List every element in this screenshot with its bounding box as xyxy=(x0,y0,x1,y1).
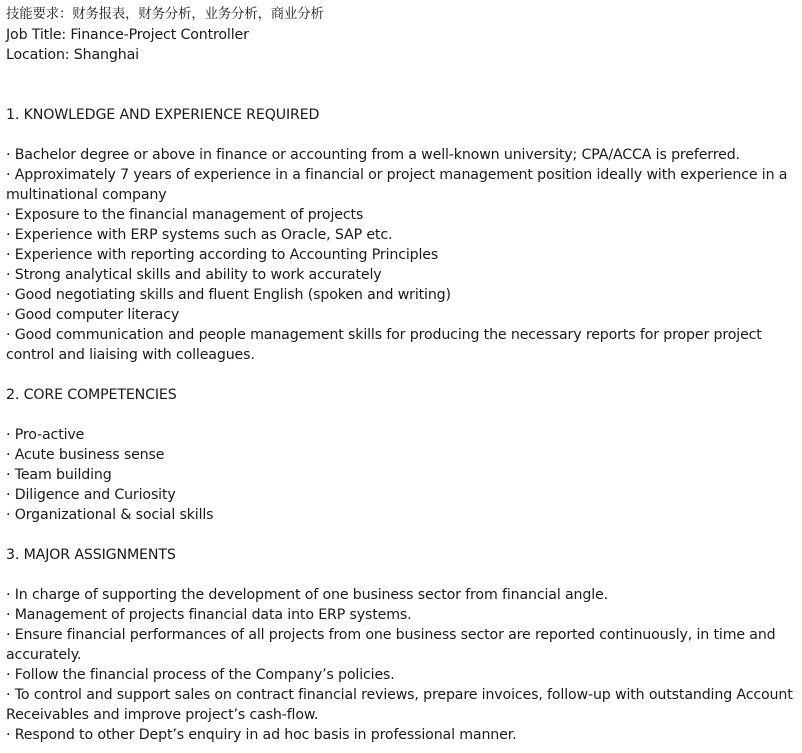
skills-requirement: 技能要求：财务报表，财务分析，业务分析，商业分析 xyxy=(6,7,324,22)
list-item: · Strong analytical skills and ability to work accurately xyxy=(6,267,382,283)
list-item: · Experience with ERP systems such as Oracle, SAP etc. xyxy=(6,227,393,243)
spacer xyxy=(6,405,798,425)
job-description-document xyxy=(6,5,798,745)
list-item: · Respond to other Dept’s enquiry in ad hoc basis in professional manner. xyxy=(6,727,517,743)
list-item: · Experience with reporting according to Accounting Principles xyxy=(6,247,439,263)
list-item: · Diligence and Curiosity xyxy=(6,487,176,503)
list-item: · In charge of supporting the development of one business sector from financial angle. xyxy=(6,587,608,603)
list-item: · Pro-active xyxy=(6,427,85,443)
spacer xyxy=(6,85,798,105)
assignments-list xyxy=(6,585,798,745)
section-heading-competencies: 2. CORE COMPETENCIES xyxy=(6,387,177,403)
list-item: · Follow the financial process of the Company’s policies. xyxy=(6,667,395,683)
spacer xyxy=(6,65,798,85)
list-item: · Good communication and people management skills for producing the necessary reports for proper project control and liaising with colleagues. xyxy=(6,327,762,363)
list-item: · Good negotiating skills and fluent English (spoken and writing) xyxy=(6,287,451,303)
spacer xyxy=(6,565,798,585)
section-heading-knowledge: 1. KNOWLEDGE AND EXPERIENCE REQUIRED xyxy=(6,107,320,123)
knowledge-list xyxy=(6,145,798,365)
list-item: · Organizational & social skills xyxy=(6,507,214,523)
list-item: · Good computer literacy xyxy=(6,307,180,323)
spacer xyxy=(6,365,798,385)
list-item: · Exposure to the financial management of projects xyxy=(6,207,364,223)
list-item: · To control and support sales on contract financial reviews, prepare invoices, follow-up with outstanding Account Receivables and improve project’s cash-flow. xyxy=(6,687,793,723)
job-title: Job Title: Finance-Project Controller xyxy=(6,27,249,43)
location: Location: Shanghai xyxy=(6,47,139,63)
section-heading-assignments: 3. MAJOR ASSIGNMENTS xyxy=(6,547,176,563)
competencies-list xyxy=(6,425,798,525)
spacer xyxy=(6,525,798,545)
list-item: · Approximately 7 years of experience in a financial or project management position ideally with experience in a multinational company xyxy=(6,167,788,203)
list-item: · Acute business sense xyxy=(6,447,165,463)
list-item: · Ensure financial performances of all projects from one business sector are reported continuously, in time and accurately. xyxy=(6,627,776,663)
list-item: · Bachelor degree or above in finance or accounting from a well-known university; CPA/ACCA is preferred. xyxy=(6,147,740,163)
list-item: · Team building xyxy=(6,467,112,483)
list-item: · Management of projects financial data into ERP systems. xyxy=(6,607,412,623)
spacer xyxy=(6,125,798,145)
